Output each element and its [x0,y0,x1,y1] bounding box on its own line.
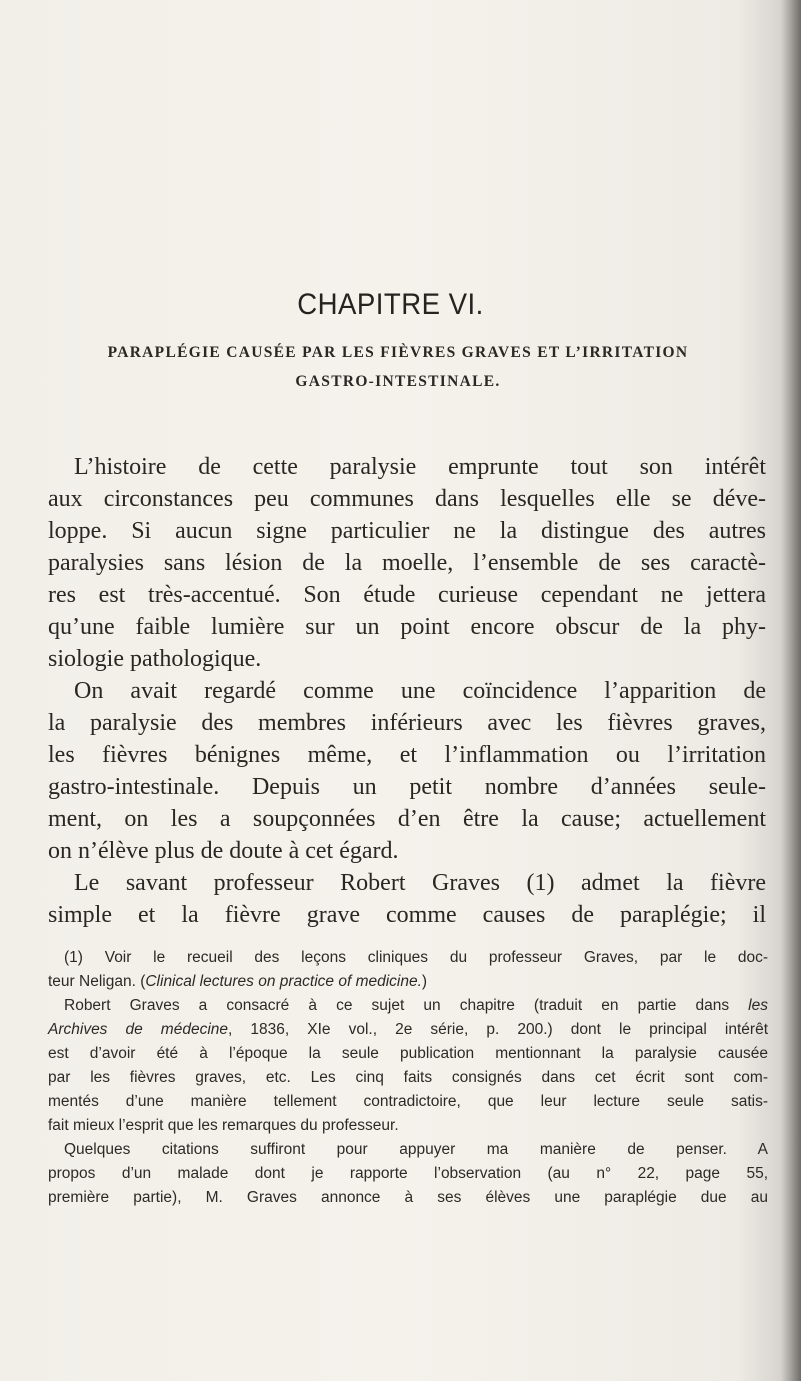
body-line: aux circonstances peu communes dans lesquelles elle se déve- [48,486,766,512]
body-line: Le savant professeur Robert Graves (1) admet la fièvre [74,870,766,896]
footnote-line: propos d’un malade dont je rapporte l’observation (au n° 22, page 55, [48,1165,768,1182]
body-line: res est très-accentué. Son étude curieuse cependant ne jettera [48,582,766,608]
footnote-line: Quelques citations suffiront pour appuyer ma manière de penser. A [64,1141,768,1158]
footnote-journal-title: Archives de médecine [48,1021,229,1038]
body-line: paralysies sans lésion de la moelle, l’ensemble de ses caractè- [48,550,766,576]
footnote-line: première partie), M. Graves annonce à ses élèves une paraplégie due au [48,1189,768,1206]
chapter-subtitle-line-1: PARAPLÉGIE CAUSÉE PAR LES FIÈVRES GRAVES ET L’IRRITATION [107,344,689,361]
body-line: On avait regardé comme une coïncidence l’apparition de [74,678,766,704]
footnote-line: est d’avoir été à l’époque la seule publication mentionnant la paralysie causée [48,1045,768,1062]
body-line: L’histoire de cette paralysie emprunte tout son intérêt [74,454,766,480]
body-line: qu’une faible lumière sur un point encore obscur de la phy- [48,614,766,640]
body-line: loppe. Si aucun signe particulier ne la distingue des autres [48,518,766,544]
footnote-line: mentés d’une manière tellement contradictoire, que leur lecture seule satis- [48,1093,768,1110]
body-line: la paralysie des membres inférieurs avec les fièvres graves, [48,710,766,736]
body-line: on n’élève plus de doute à cet égard. [48,838,399,864]
body-line: simple et la fièvre grave comme causes de paraplégie; il [48,902,766,928]
body-line: siologie pathologique. [48,646,262,672]
footnote-citation-title: Clinical lectures on practice of medicine. [145,973,422,990]
footnote-line: fait mieux l’esprit que les remarques du professeur. [48,1117,399,1134]
body-line: ment, on les a soupçonnées d’en être la cause; actuellement [48,806,766,832]
footnote-line: par les fièvres graves, etc. Les cinq faits consignés dans cet écrit sont com- [48,1069,768,1086]
page-edge-shadow [781,0,801,1381]
footnote-line: Robert Graves a consacré à ce sujet un chapitre (traduit en partie dans les [64,997,768,1014]
body-line: gastro-intestinale. Depuis un petit nombre d’années seule- [48,774,766,800]
body-line: les fièvres bénignes même, et l’inflammation ou l’irritation [48,742,766,768]
footnote-line: (1) Voir le recueil des leçons cliniques du professeur Graves, par le doc- [64,949,768,966]
chapter-subtitle-line-2: GASTRO-INTESTINALE. [295,373,501,390]
footnote-line: teur Neligan. (Clinical lectures on practice of medicine.) [48,973,428,990]
chapter-title: CHAPITRE VI. [297,288,484,321]
footnote-line: Archives de médecine, 1836, XIe vol., 2e série, p. 200.) dont le principal intérêt [48,1021,769,1038]
